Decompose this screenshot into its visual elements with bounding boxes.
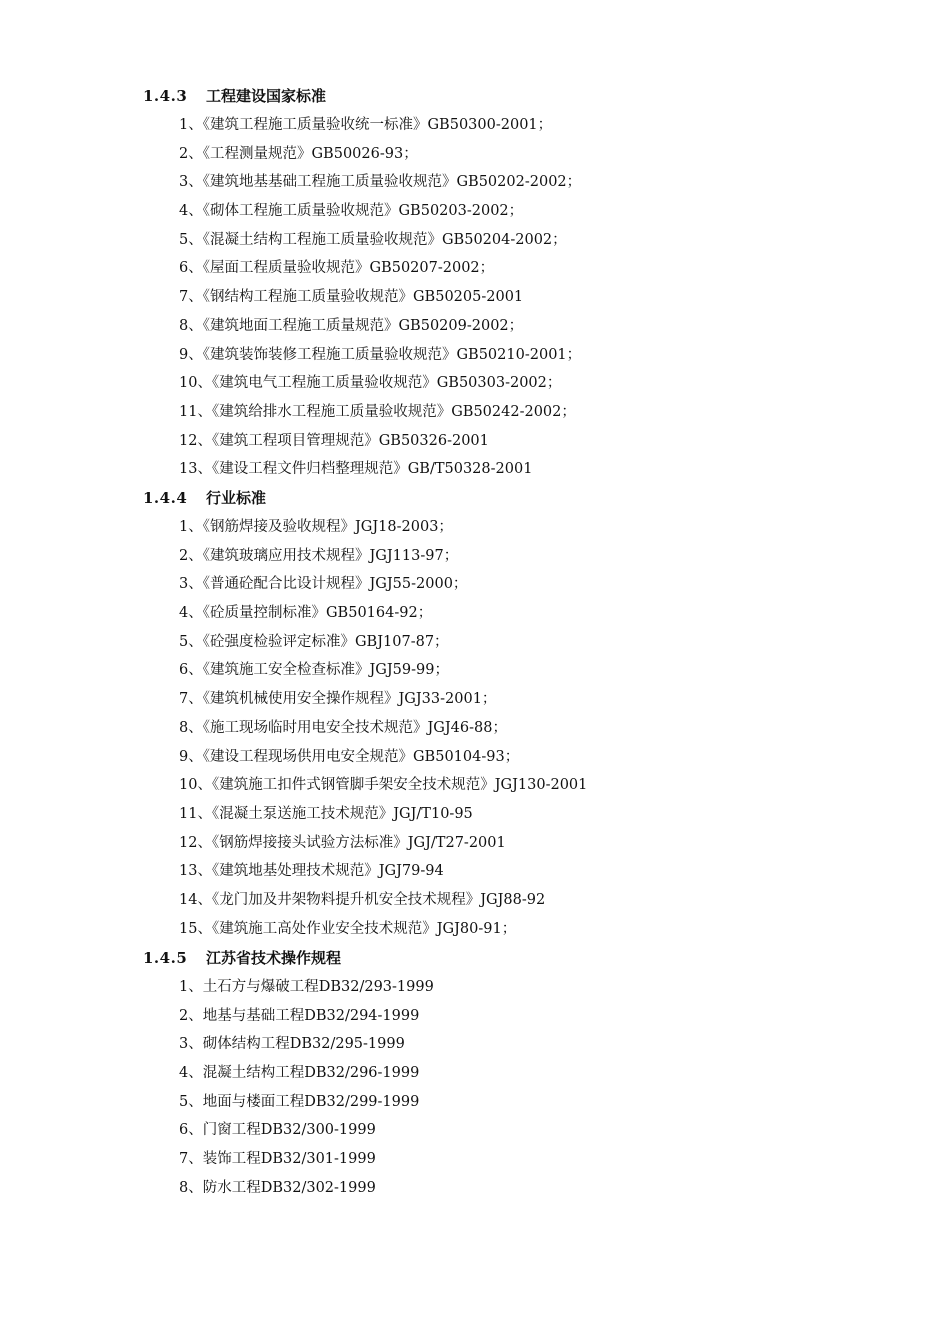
- section-number: 1.4.5: [143, 949, 188, 967]
- list-item: 2、《工程测量规范》GB50026-93；: [179, 145, 418, 162]
- list-item: 12、《建筑工程项目管理规范》GB50326-2001: [179, 432, 489, 449]
- list-item: 1、《钢筋焊接及验收规程》JGJ18-2003；: [179, 519, 453, 535]
- list-item: 13、《建设工程文件归档整理规范》GB/T50328-2001: [179, 461, 533, 478]
- list-item: 9、《建设工程现场供用电安全规范》GB50104-93；: [179, 748, 520, 765]
- list-item: 1、土石方与爆破工程DB32/293-1999: [179, 979, 434, 995]
- list-item: 4、《砌体工程施工质量验收规范》GB50203-2002；: [179, 203, 524, 220]
- list-item: 13、《建筑地基处理技术规范》JGJ79-94: [179, 863, 444, 880]
- list-item: 3、《普通砼配合比设计规程》JGJ55-2000；: [179, 576, 468, 593]
- list-item: 2、地基与基础工程DB32/294-1999: [179, 1007, 420, 1024]
- section-heading: [0, 944, 950, 973]
- list-item: 9、《建筑装饰装修工程施工质量验收规范》GB50210-2001；: [179, 346, 582, 363]
- section-number: 1.4.4: [143, 489, 188, 507]
- list-item: 7、《钢结构工程施工质量验收规范》GB50205-2001: [179, 289, 524, 306]
- list-item: 11、《建筑给排水工程施工质量验收规范》GB50242-2002；: [179, 403, 576, 420]
- section-jiangsu-procedures: [0, 944, 950, 1203]
- list-item: 1、《建筑工程施工质量验收统一标准》GB50300-2001；: [179, 117, 553, 133]
- list-item: 14、《龙门加及井架物料提升机安全技术规程》JGJ88-92: [179, 891, 546, 908]
- list-item: 3、《建筑地基基础工程施工质量验收规范》GB50202-2002；: [179, 174, 582, 191]
- list-item: 8、《施工现场临时用电安全技术规范》JGJ46-88；: [179, 719, 507, 736]
- list-item: 8、《建筑地面工程施工质量规范》GB50209-2002；: [179, 317, 524, 334]
- list-item: 5、地面与楼面工程DB32/299-1999: [179, 1093, 420, 1110]
- list-item: 5、《砼强度检验评定标准》GBJ107-87；: [179, 633, 449, 650]
- section-national-standards: [0, 82, 950, 484]
- list-item: 12、《钢筋焊接接头试验方法标准》JGJ/T27-2001: [179, 834, 506, 851]
- list-item: 11、《混凝土泵送施工技术规范》JGJ/T10-95: [179, 805, 473, 822]
- section-title: 行业标准: [206, 489, 267, 507]
- list-item: 7、装饰工程DB32/301-1999: [179, 1151, 376, 1168]
- list-item: 4、混凝土结构工程DB32/296-1999: [179, 1065, 420, 1082]
- list-item: 2、《建筑玻璃应用技术规程》JGJ113-97；: [179, 547, 459, 564]
- list-item: 10、《建筑电气工程施工质量验收规范》GB50303-2002；: [179, 375, 562, 392]
- list-item: 3、砌体结构工程DB32/295-1999: [179, 1036, 405, 1053]
- list-item: 10、《建筑施工扣件式钢管脚手架安全技术规范》JGJ130-2001: [179, 777, 588, 794]
- list-item: 5、《混凝土结构工程施工质量验收规范》GB50204-2002；: [179, 231, 567, 248]
- list-item: 8、防水工程DB32/302-1999: [179, 1179, 376, 1196]
- list-item: 6、《建筑施工安全检查标准》JGJ59-99；: [179, 662, 449, 679]
- list-item: 6、《屋面工程质量验收规范》GB50207-2002；: [179, 260, 495, 277]
- section-heading: [0, 484, 950, 513]
- list-item: 6、门窗工程DB32/300-1999: [179, 1122, 376, 1139]
- section-heading: [0, 82, 950, 111]
- list-item: 7、《建筑机械使用安全操作规程》JGJ33-2001；: [179, 691, 497, 708]
- section-number: 1.4.3: [143, 87, 188, 105]
- section-title: 江苏省技术操作规程: [206, 949, 342, 967]
- list-item: 15、《建筑施工高处作业安全技术规范》JGJ80-91；: [179, 920, 517, 937]
- list-item: 4、《砼质量控制标准》GB50164-92；: [179, 605, 433, 622]
- section-industry-standards: [0, 484, 950, 943]
- section-title: 工程建设国家标准: [206, 87, 327, 105]
